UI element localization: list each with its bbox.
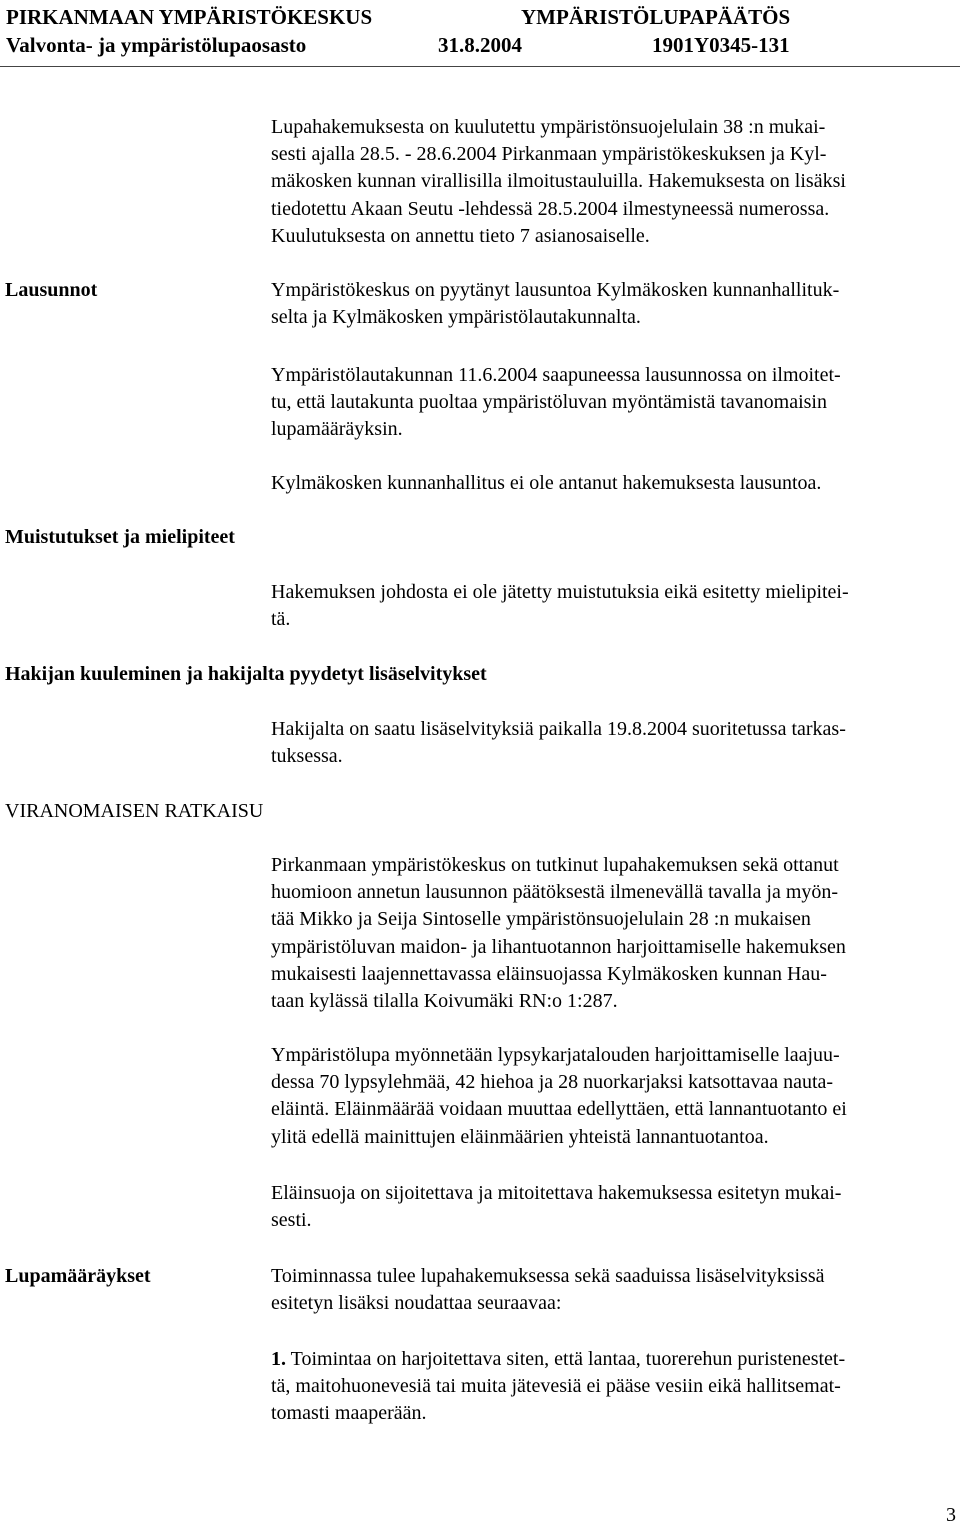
heading-lupamaaraykset: Lupamääräykset <box>5 1265 151 1287</box>
condition-1-first-line: 1. Toimintaa on harjoitettava siten, että lantaa, tuorerehun puristenestet- <box>271 1348 846 1370</box>
header-doc-type: YMPÄRISTÖLUPAPÄÄTÖS <box>521 5 791 29</box>
header-date: 31.8.2004 <box>438 33 522 57</box>
heading-lausunnot: Lausunnot <box>5 279 98 301</box>
paragraph-kuulutus: Lupahakemuksesta on kuulutettu ympäristönsuojelulain 38 :n mukai- sesti ajalla 28.5. - 28.6.2004 Pirkanmaan ympäristökeskuksen ja Kyl- mäkosken kunnan virallisilla ilmoitustauluilla. Hakemuksesta on lisäksi tiedotettu Akaan Seutu -lehdessä 28.5.2004 ilmestyneessä numerossa. Kuulutuksesta on annettu tieto 7 asianosaiselle. <box>271 116 846 247</box>
page-number: 3 <box>946 1504 956 1526</box>
condition-1: 1. Toimintaa on harjoitettava siten, että lantaa, tuorerehun puristenestet- tä, maitohuonevesiä tai muita jätevesiä ei pääse vesiin eikä hallitsemat- tomasti maaperään. <box>271 1348 846 1425</box>
paragraph-toiminnassa: Toiminnassa tulee lupahakemuksessa sekä saaduissa lisäselvityksissä esitetyn lisäksi noudattaa seuraavaa: <box>271 1265 825 1315</box>
header-department: Valvonta- ja ympäristölupaosasto <box>6 33 307 57</box>
heading-hakijan-kuuleminen: Hakijan kuuleminen ja hakijalta pyydetyt lisäselvitykset <box>5 663 487 685</box>
paragraph-elainsuoja: Eläinsuoja on sijoitettava ja mitoitettava hakemuksessa esitetyn mukai- sesti. <box>271 1182 842 1232</box>
paragraph-ymparistolautakunta: Ympäristölautakunnan 11.6.2004 saapuneessa lausunnossa on ilmoitet- tu, että lautakunta puoltaa ympäristöluvan myöntämistä tavanomaisin lupamääräyksin. <box>271 364 841 441</box>
condition-1-number: 1. <box>271 1348 286 1370</box>
heading-muistutukset: Muistutukset ja mielipiteet <box>5 526 235 548</box>
paragraph-lausunto-pyynto: Ympäristökeskus on pyytänyt lausuntoa Kylmäkosken kunnanhallituk- selta ja Kylmäkosken ympäristölautakunnalta. <box>271 279 840 329</box>
paragraph-lisaselvitykset: Hakijalta on saatu lisäselvityksiä paikalla 19.8.2004 suoritetussa tarkas- tuksessa. <box>271 718 846 768</box>
paragraph-kunnanhallitus: Kylmäkosken kunnanhallitus ei ole antanut hakemuksesta lausuntoa. <box>271 472 822 494</box>
heading-viranomaisen-ratkaisu: VIRANOMAISEN RATKAISU <box>5 800 264 822</box>
paragraph-muistutukset: Hakemuksen johdosta ei ole jätetty muistutuksia eikä esitetty mielipitei- tä. <box>271 581 849 631</box>
header-divider <box>0 66 960 67</box>
header-org: PIRKANMAAN YMPÄRISTÖKESKUS <box>6 5 373 29</box>
header-doc-number: 1901Y0345-131 <box>652 33 790 57</box>
paragraph-ratkaisu: Pirkanmaan ympäristökeskus on tutkinut lupahakemuksen sekä ottanut huomioon annetun lausunnon päätöksestä ilmenevällä tavalla ja myön- tää Mikko ja Seija Sintoselle ympäristönsuojelulain 28 :n mukaisen ympäristöluvan maidon- ja lihantuotannon harjoittamiselle hakemuksen mukaisesti laajennettavassa eläinsuojassa Kylmäkosken kunnan Hau- taan kylässä tilalla Koivumäki RN:o 1:287. <box>271 854 846 1013</box>
paragraph-elainmaara: Ympäristölupa myönnetään lypsykarjatalouden harjoittamiselle laajuu- dessa 70 lypsylehmää, 42 hiehoa ja 28 nuorkarjaksi katsottavaa nauta- eläintä. Eläinmäärää voidaan muuttaa edellyttäen, että lannantuotanto ei ylitä edellä mainittujen eläinmäärien yhteistä lannantuotantoa. <box>271 1044 847 1148</box>
